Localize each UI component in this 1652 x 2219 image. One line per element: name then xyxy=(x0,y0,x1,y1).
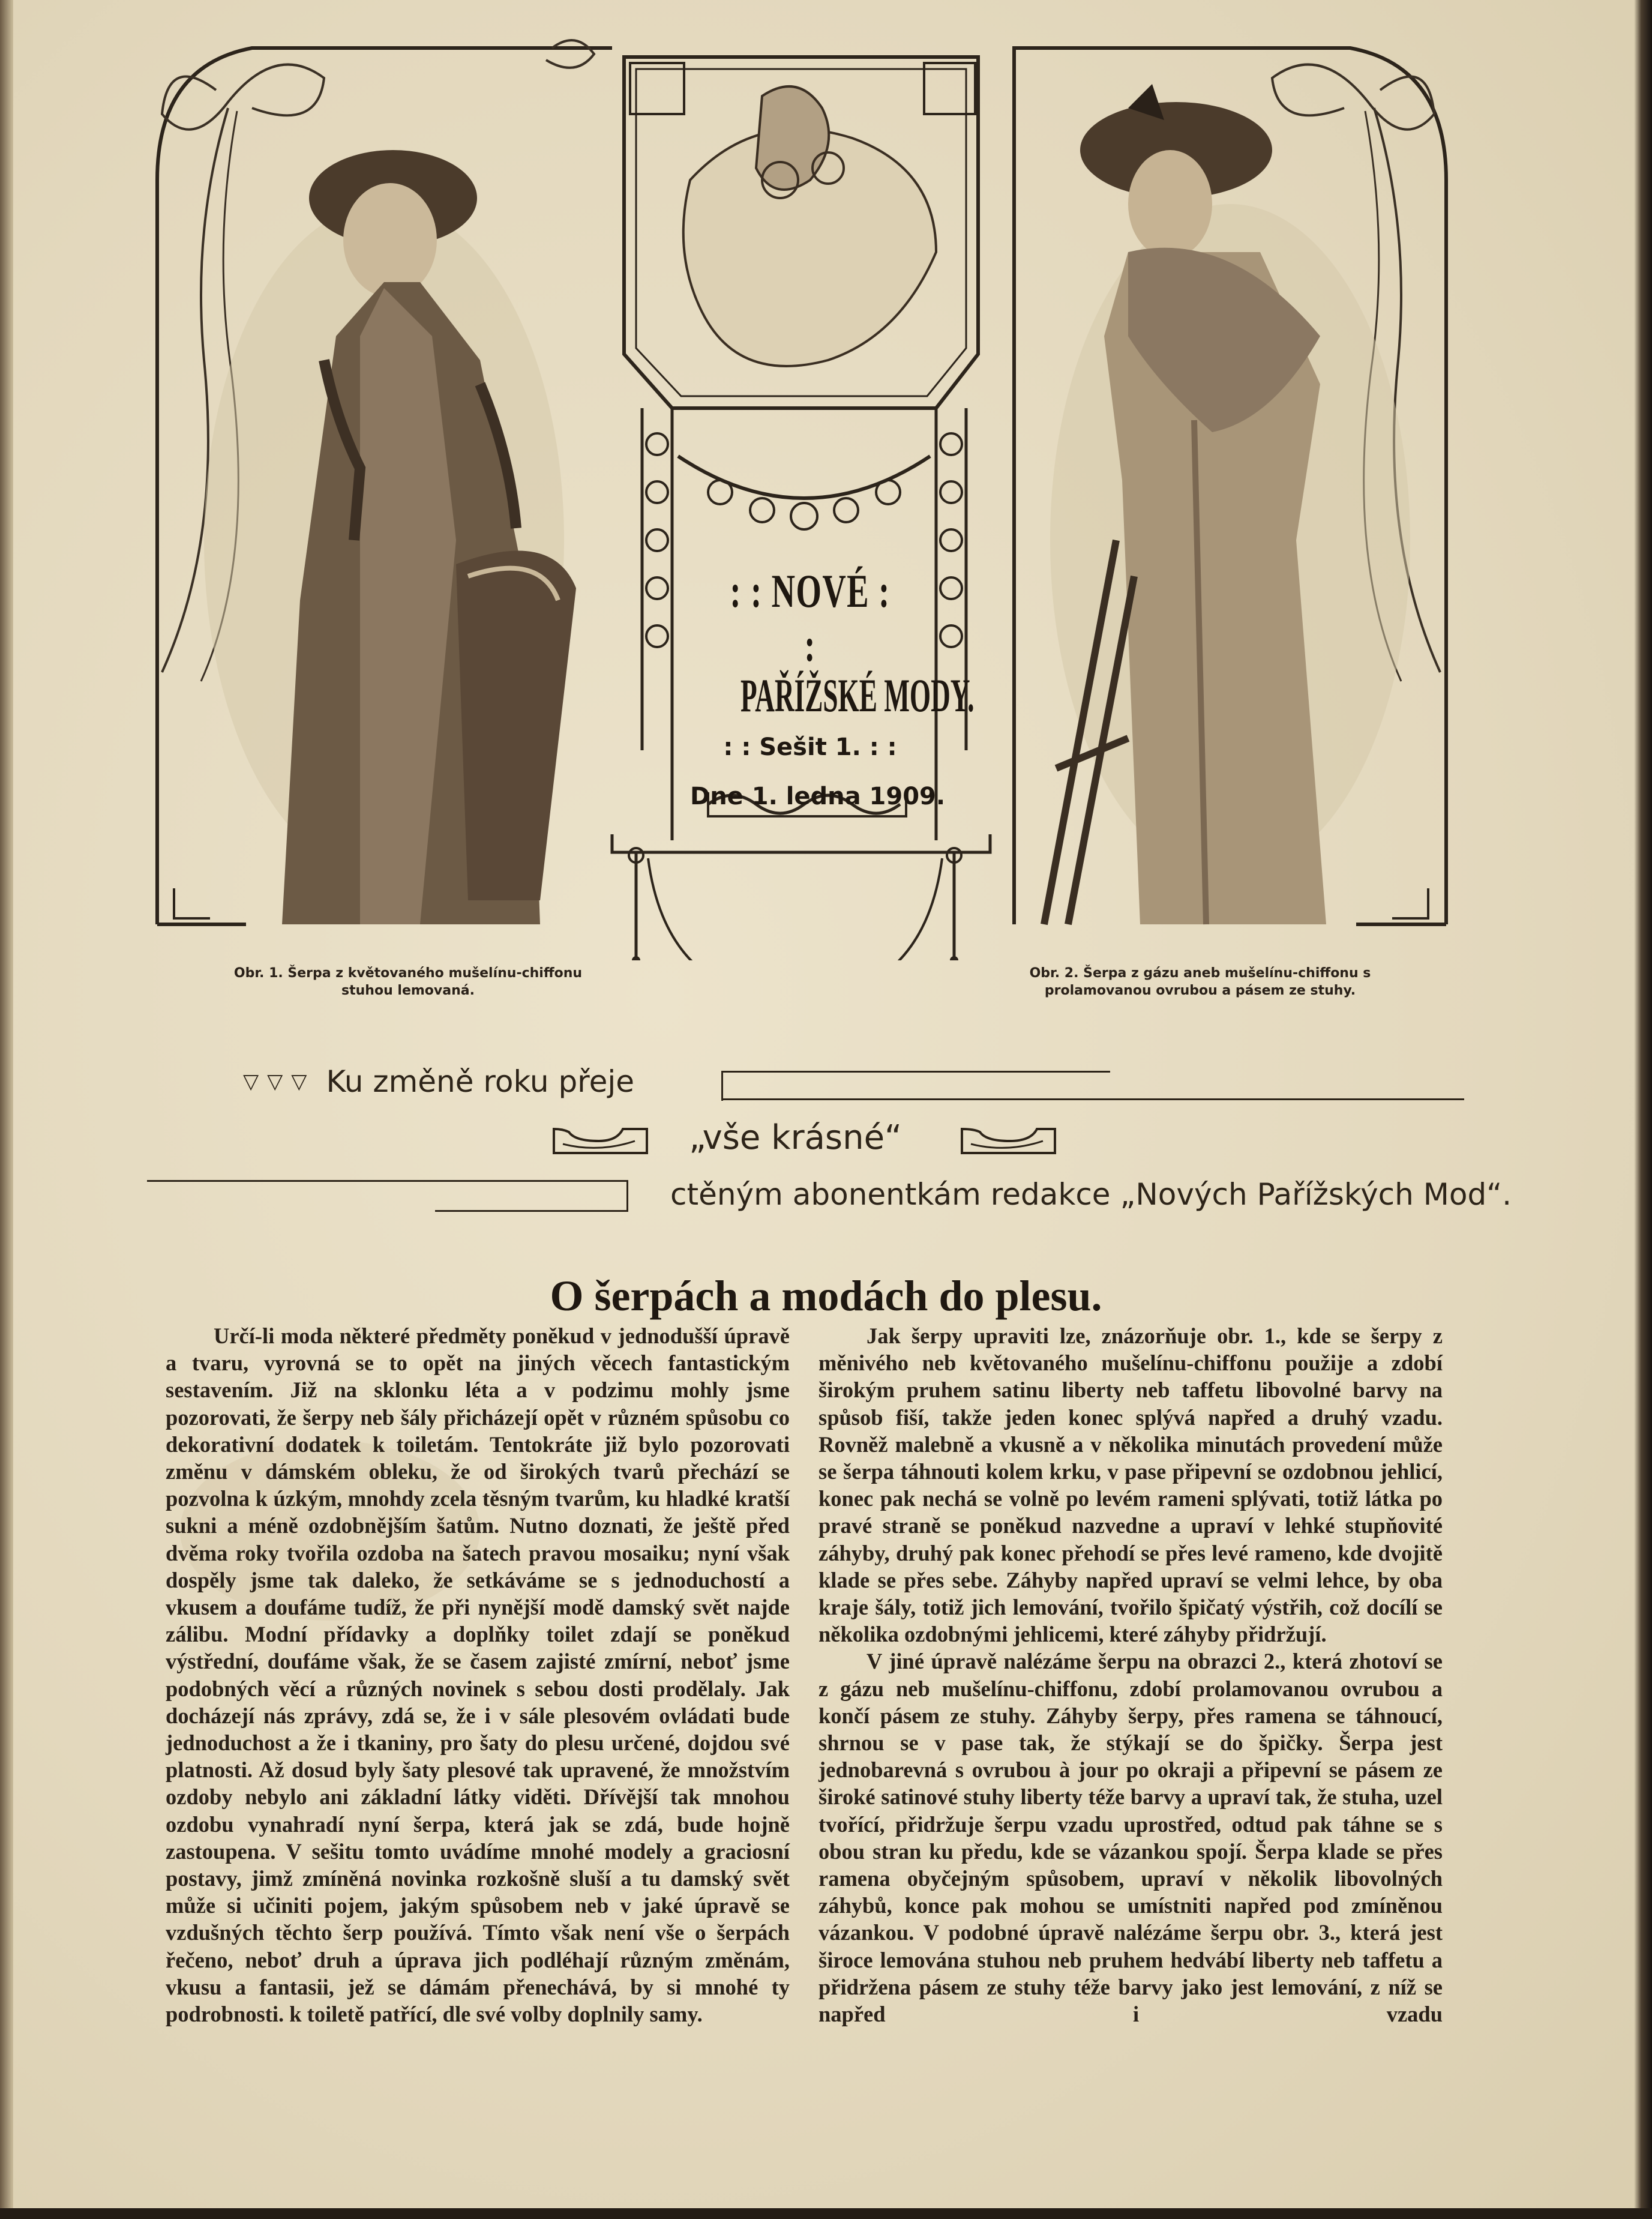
fig1-illustration xyxy=(0,0,1652,960)
rule-line xyxy=(147,1180,627,1182)
fig2-caption: Obr. 2. Šerpa z gázu aneb mušelínu-chiffonu s prolamovanou ovrubou a pásem ze stuhy. xyxy=(1029,966,1371,998)
rule-line xyxy=(721,1098,1464,1100)
article-paragraph: Jak šerpy upraviti lze, znázorňuje obr. 1., kde se šerpy z měnivého neb květovaného mušelínu-chiffonu použije a zdobí širokým pruhem satinu liberty neb taffetu libovolné barvy na spůsob fiší, takže jeden konec splývá napřed a druhý vzadu. Rovněž malebně a vkusně a v několika minutách provedení může se šerpa táhnouti kolem krku, v pase připevní se ozdobnou jehlicí, konec pak nechá se volně po levém rameni splývati, totiž látka po pravé straně se poněkud nazvedne a upraví v lehké stupňovité záhyby, druhý pak konec přehodí se přes levé rameno, kde dvojitě klade se přes sebe. Záhyby napřed upraví se velmi lehce, by oba kraje šály, totiž jich lemování, tvořilo špičatý výstřih, což docílí se několika ozdobnými jehlicemi, které záhyby přidržují. xyxy=(818,1323,1443,1647)
rule-line xyxy=(723,1071,1110,1073)
greeting-line1 xyxy=(243,1064,634,1099)
article-column-right xyxy=(818,1322,1443,2028)
article-headline: O šerpách a modách do plesu. xyxy=(550,1272,1102,1320)
issue-date: Dne 1. ledna 1909. xyxy=(690,783,946,810)
issue-number: : : Sešit 1. : : xyxy=(723,733,897,761)
masthead xyxy=(690,564,975,810)
greeting-text2: „vše krásné“ xyxy=(689,1118,903,1157)
masthead-title: PAŘÍŽSKÉ MODY. xyxy=(740,669,975,721)
masthead-line1: : : NOVÉ : : xyxy=(730,565,891,671)
greeting-text3: ctěným abonentkám redakce „Nových Pařížských Mod“. xyxy=(670,1177,1512,1212)
rule-line xyxy=(626,1180,628,1212)
scroll-ornament-icon xyxy=(551,1126,650,1156)
article-column-left xyxy=(166,1322,790,2028)
scroll-ornament-icon xyxy=(959,1126,1058,1156)
triangle-ornament-icon: ▽▽▽ xyxy=(243,1070,316,1094)
rule-line xyxy=(435,1210,628,1212)
article-paragraph: V jiné úpravě nalézáme šerpu na obrazci 2., která zhotoví se z gázu neb mušelínu-chiffonu, zdobí prolamovanou ovrubou a končí pásem ze stuhy. Záhyby šerpy, přes ramena se táhnoucí, shrnou se v pase tak, že stýkají se do špičky. Šerpa jest jednobarevná s ovrubou à jour po okraji a připevní se pásem ze široké satinové stuhy liberty téže barvy a upraví tak, že stuha, uzel tvořící, přidržuje šerpu vzadu uprostřed, odtud pak táhne se s obou stran ku předu, kde se vázankou spojí. Šerpa klade se přes ramena obyčejným spůsobem, upraví v několik libovolných záhybů, konce pak mohou se umístniti napřed pod zmíněnou vázankou. V podobné úpravě nalézáme šerpu obr. 3., která jest široce lemována stuhou neb pruhem hedvábí liberty neb taffetu a přidržena pásem ze stuhy téže barvy jako jest lemování, z níž se napřed i vzadu xyxy=(818,1649,1443,2027)
page-edge-bottom xyxy=(0,2208,1652,2219)
rule-line xyxy=(721,1071,723,1101)
article-paragraph: Určí-li moda některé předměty poněkud v jednodušší úpravě a tvaru, vyrovná se to opět na jiných věcech fantastickým sestavením. Již na sklonku léta a v podzimu mohly jsme pozorovati, že šerpy neb šály přicházejí opět v různém spůsobu co dekorativní dodatek k toiletám. Tentokráte již bylo pozorovati změnu v dámském obleku, že od širokých tvarů přechází se pozvolna k úzkým, mnohdy zcela těsným tvarům, ku hladké kratší sukni a méně ozdobnějším šatům. Nutno doznati, že ještě před dvěma roky tvořila ozdoba na šatech pravou mosaiku; nyní však dospěly jsme tak daleko, že setkáváme se s jednoduchostí a vkusem a doufáme tudíž, že při nynější modě damský svět najde zálibu. Modní přídavky a doplňky toilet zdají se poněkud výstřední, doufáme však, že se časem zajisté zmírní, neboť jsme podobných věcí a různých novinek s sebou dosti prodělaly. Jak docházejí nás zprávy, zdá se, že i v sále plesovém ovládati bude jednoduchost a že i tkaniny, pro šaty do plesu určené, dojdou své platnosti. Až dosud byly šaty plesové tak upravené, že množstvím ozdoby nebylo ani základní látky viděti. Dřívější tak mnohou ozdobu vynahradí nyní šerpa, která jak se zdá, bude hojně zastoupena. V sešitu tomto uvádíme mnohé modely a graciosní postavy, jimž zmíněná novinka rozkošně sluší a tu damský svět může si učiniti pojem, jakým spůsobem neb v jaké úpravě se vzdušných těchto šerp používá. Tímto však není vše o šerpách řečeno, neboť druh a úprava jich podléhají různým změnám, vkusu a fantasii, jež se dámám přenechává, by si mnohé ty podrobnosti. k toiletě patřící, dle své volby doplnily samy. xyxy=(166,1323,790,2027)
fig1-caption: Obr. 1. Šerpa z květovaného mušelínu-chiffonu stuhou lemovaná. xyxy=(233,966,583,998)
greeting-text1: Ku změně roku přeje xyxy=(326,1064,635,1099)
